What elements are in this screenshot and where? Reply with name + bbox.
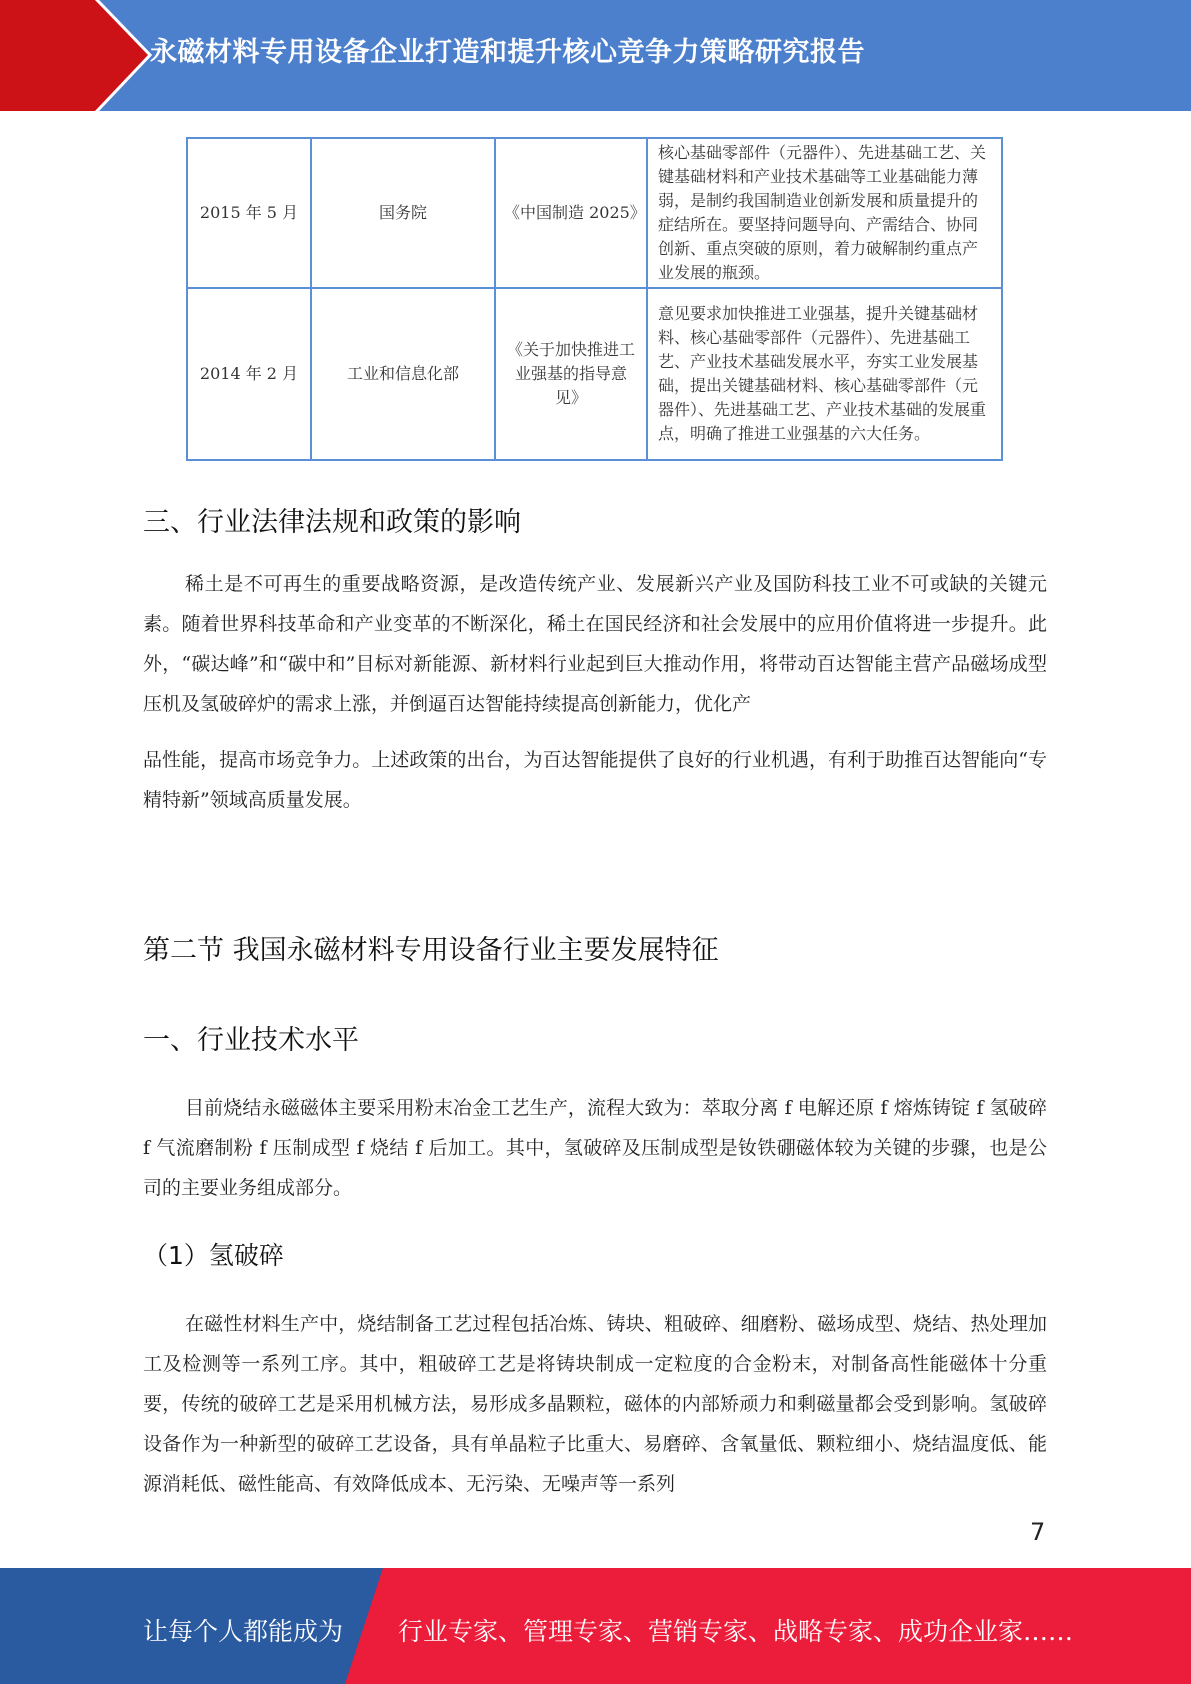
table-cell-doc: 《中国制造 2025》 [495, 138, 647, 288]
footer-slogan-left: 让每个人都能成为 [143, 1617, 344, 1646]
policy-table [186, 137, 1003, 461]
page-header [0, 0, 1191, 111]
report-title: 永磁材料专用设备企业打造和提升核心竞争力策略研究报告 [150, 37, 865, 68]
paragraph: 目前烧结永磁磁体主要采用粉末冶金工艺生产，流程大致为：萃取分离 f 电解还原 f 熔炼铸锭 f 氢破碎 f 气流磨制粉 f 压制成型 f 烧结 f 后加工。其中，氢破碎及压制成型是钕铁硼磁体较为关键的步骤，也是公司的主要业务组成部分。 [143, 1097, 1047, 1199]
table-cell-desc: 核心基础零部件（元器件）、先进基础工艺、关键基础材料和产业技术基础等工业基础能力薄弱，是制约我国制造业创新发展和质量提升的症结所在。要坚持问题导向、产需结合、协同创新、重点突破的原则，着力破解制约重点产业发展的瓶颈。 [647, 138, 1002, 288]
section-heading: 一、行业技术水平 [143, 1025, 359, 1056]
table-cell-doc: 《关于加快推进工业强基的指导意见》 [495, 288, 647, 460]
table-cell-org: 国务院 [311, 138, 495, 288]
footer-slogan-right: 行业专家、管理专家、营销专家、战略专家、成功企业家…… [398, 1617, 1074, 1646]
subsection-heading: （1）氢破碎 [143, 1241, 284, 1270]
paragraph: 稀土是不可再生的重要战略资源，是改造传统产业、发展新兴产业及国防科技工业不可或缺的关键元素。随着世界科技革命和产业变革的不断深化，稀土在国民经济和社会发展中的应用价值将进一步提升。此外，“碳达峰”和“碳中和”目标对新能源、新材料行业起到巨大推动作用，将带动百达智能主营产品磁场成型压机及氢破碎炉的需求上涨，并倒逼百达智能持续提高创新能力，优化产 [143, 573, 1047, 715]
table-cell-desc: 意见要求加快推进工业强基，提升关键基础材料、核心基础零部件（元器件）、先进基础工艺、产业技术基础发展水平，夯实工业发展基础，提出关键基础材料、核心基础零部件（元器件）、先进基础工艺、产业技术基础的发展重点，明确了推进工业强基的六大任务。 [647, 288, 1002, 460]
table-cell-org: 工业和信息化部 [311, 288, 495, 460]
section-heading: 三、行业法律法规和政策的影响 [143, 507, 521, 538]
chapter-heading: 第二节 我国永磁材料专用设备行业主要发展特征 [143, 935, 719, 966]
table-cell-date: 2014 年 2 月 [187, 288, 311, 460]
header-arrow-graphic [0, 0, 170, 111]
table-row [187, 288, 1002, 460]
table-row [187, 138, 1002, 288]
paragraph: 品性能，提高市场竞争力。上述政策的出台，为百达智能提供了良好的行业机遇，有利于助推百达智能向“专精特新”领域高质量发展。 [143, 749, 1047, 811]
paragraph: 在磁性材料生产中，烧结制备工艺过程包括冶炼、铸块、粗破碎、细磨粉、磁场成型、烧结、热处理加工及检测等一系列工序。其中，粗破碎工艺是将铸块制成一定粒度的合金粉末，对制备高性能磁体十分重要，传统的破碎工艺是采用机械方法，易形成多晶颗粒，磁体的内部矫顽力和剩磁量都会受到影响。氢破碎设备作为一种新型的破碎工艺设备，具有单晶粒子比重大、易磨碎、含氧量低、颗粒细小、烧结温度低、能源消耗低、磁性能高、有效降低成本、无污染、无噪声等一系列 [143, 1313, 1047, 1495]
table-cell-date: 2015 年 5 月 [187, 138, 311, 288]
page-footer [0, 1568, 1191, 1684]
page-number: 7 [1030, 1518, 1046, 1546]
